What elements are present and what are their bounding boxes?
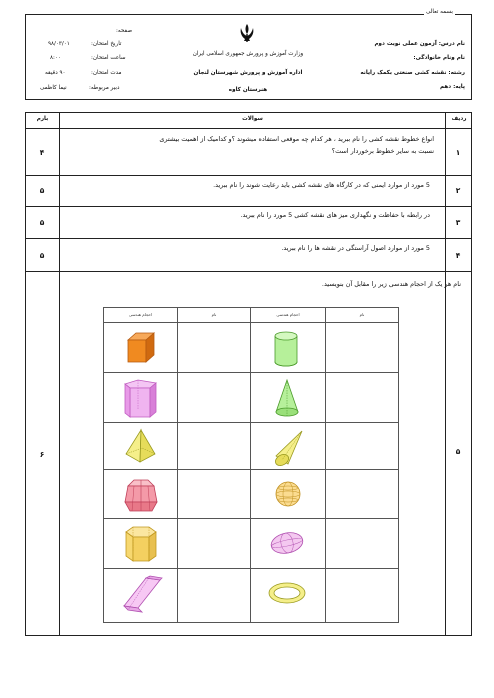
course-name: نام درس: آزمون عملی نوبت دوم	[374, 41, 465, 47]
grid-header-name: نام	[211, 312, 217, 317]
row-score: ۴	[39, 148, 45, 157]
question-line: 5 مورد از موارد ایمنی که در کارگاه های نقشه کشی باید رعایت شوند را نام ببرید.	[213, 181, 430, 189]
exam-duration-value: ۹۰ دقیقه	[45, 70, 66, 76]
teacher-value: نیما کاظمی	[40, 85, 67, 91]
school-name: هنرستان کاوه	[228, 87, 268, 93]
question-text	[159, 133, 434, 157]
iran-emblem-icon	[236, 22, 258, 44]
grid-header-shape: احجام هندسی	[276, 312, 300, 317]
exam-duration-label: مدت امتحان:	[91, 70, 122, 76]
ellipsoid-shape	[268, 528, 306, 558]
sphere-shape	[273, 478, 303, 510]
exam-date-label: تاریخ امتحان:	[91, 41, 122, 47]
row-number: ۴	[455, 251, 461, 260]
question-line: در رابطه با حفاظت و نگهداری میز های نقشه کشی 5 مورد را نام ببرید.	[240, 211, 430, 219]
row-number: ۱	[455, 148, 461, 157]
torus-shape	[266, 578, 308, 608]
question-text	[240, 209, 430, 221]
row-number: ۳	[455, 218, 461, 227]
cylinder-shape	[271, 330, 301, 368]
pentagonal-prism-shape	[120, 378, 162, 420]
exam-time-label: ساعت امتحان:	[91, 55, 126, 61]
cube-shape	[124, 330, 158, 366]
row-score: ۵	[39, 251, 45, 260]
student-name: نام ونام خانوادگی:	[413, 55, 465, 61]
teacher-label: دبیر مربوطه:	[89, 85, 120, 91]
col-score-header: بارم	[36, 116, 49, 122]
oblique-cone-shape	[270, 428, 310, 468]
row-score: ۵	[39, 186, 45, 195]
question-line: نام هر یک از احجام هندسی زیر را مقابل آن بنویسید.	[321, 280, 461, 288]
row-score: ۵	[39, 218, 45, 227]
question-line: نسبت به سایر خطوط برخوردار است؟	[331, 147, 434, 155]
field-name: رشته: نقشه کشی صنعتی بکمک رایانه	[360, 70, 465, 76]
ministry-name: وزارت آموزش و پرورش جمهوری اسلامی ایران	[192, 51, 304, 57]
tilted-prism-shape	[118, 574, 164, 614]
col-questions-header: سوالات	[242, 116, 263, 122]
truncated-solid-shape	[122, 476, 160, 514]
row-number: ۲	[455, 186, 461, 195]
col-row-header: ردیف	[451, 116, 467, 122]
question-text	[213, 179, 430, 191]
page-label: صفحه:	[116, 28, 133, 34]
bismillah: بسمه تعالی	[426, 9, 453, 15]
pyramid-shape	[122, 428, 160, 466]
question-text	[281, 242, 430, 254]
grade-name: پایه: دهم	[439, 84, 465, 90]
grid-header-name: نام	[359, 312, 365, 317]
row-number: ۵	[455, 447, 461, 456]
question-text	[322, 278, 461, 290]
hexagonal-prism-shape	[122, 524, 160, 564]
question-line: انواع خطوط نقشه کشی را نام ببرید ، هر کدام چه موقعی استفاده میشوند ؟و کدامیک از اهمیت بیشتری	[159, 135, 434, 143]
department-name: اداره آموزش و پرورش شهرستان لنجان	[193, 70, 303, 76]
exam-time-value: ۸:۰۰	[50, 55, 61, 61]
row-score: ۶	[39, 450, 45, 459]
question-line: 5 مورد از موارد اصول آراستگی در نقشه ها را نام ببرید.	[281, 244, 430, 252]
cone-shape	[272, 378, 302, 420]
grid-header-shape: احجام هندسی	[128, 312, 153, 317]
exam-date-value: ۹۸/۰۳/۰۱	[48, 41, 70, 47]
